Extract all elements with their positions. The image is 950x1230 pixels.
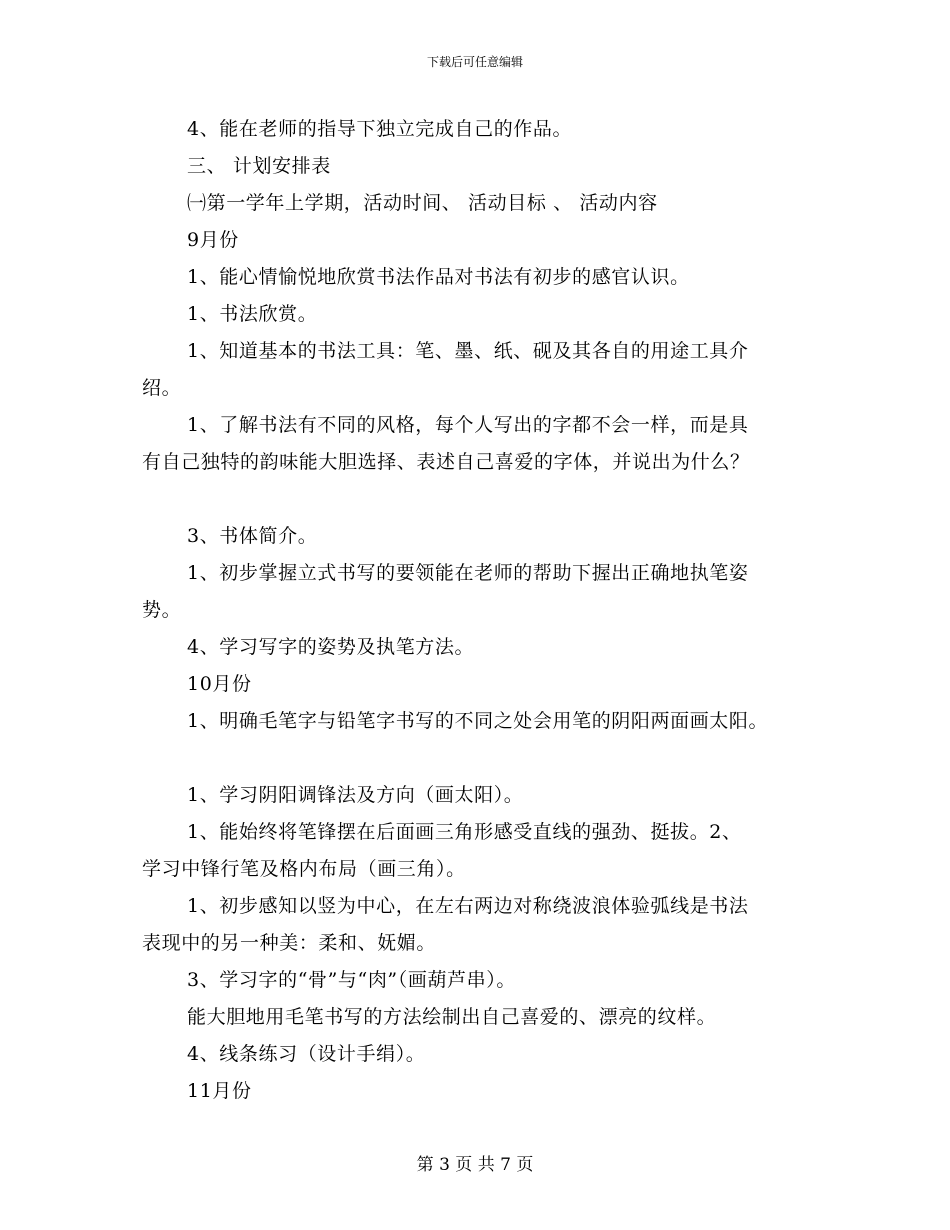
text-line: 学习中锋行笔及格内布局（画三角）。 <box>142 858 466 880</box>
text-line: 11月份 <box>187 1080 252 1102</box>
blank-line <box>142 481 822 518</box>
text-line: 1、能心情愉悦地欣赏书法作品对书法有初步的感官认识。 <box>187 266 690 288</box>
text-line: 1、能始终将笔锋摆在后面画三角形感受直线的强劲、挺拔。2、 <box>187 821 742 843</box>
text-line: 1、学习阴阳调锋法及方向（画太阳）。 <box>187 784 524 806</box>
document-body <box>142 111 822 1110</box>
text-line: 1、知道基本的书法工具：笔、墨、纸、砚及其各自的用途工具介 <box>187 340 749 362</box>
text-line: 有自己独特的韵味能大胆选择、表述自己喜爱的字体，并说出为什么？ <box>142 451 750 473</box>
text-line: 三、 计划安排表 <box>187 155 331 177</box>
page-header: 下载后可任意编辑 <box>426 55 523 69</box>
text-line: 绍。 <box>142 377 182 399</box>
text-line: 能大胆地用毛笔书写的方法绘制出自己喜爱的、漂亮的纹样。 <box>187 1006 717 1028</box>
blank-line <box>142 740 822 777</box>
text-line: ㈠第一学年上学期，活动时间、 活动目标 、 活动内容 <box>187 192 658 214</box>
text-line: 4、线条练习（设计手绢）。 <box>187 1043 426 1065</box>
text-line: 4、学习写字的姿势及执笔方法。 <box>187 636 475 658</box>
page-footer: 第 3 页 共 7 页 <box>416 1155 534 1175</box>
text-line: 表现中的另一种美：柔和、妩媚。 <box>142 932 437 954</box>
text-line: 3、书体简介。 <box>187 525 318 547</box>
text-line: 9月份 <box>187 229 239 251</box>
text-line: 1、初步感知以竖为中心，在左右两边对称绕波浪体验弧线是书法 <box>187 895 749 917</box>
text-line: 3、学习字的“骨”与“肉”（画葫芦串）。 <box>187 969 516 991</box>
text-line: 1、了解书法有不同的风格，每个人写出的字都不会一样，而是具 <box>187 414 749 436</box>
text-line: 1、书法欣赏。 <box>187 303 318 325</box>
text-line: 势。 <box>142 599 182 621</box>
text-line: 1、初步掌握立式书写的要领能在老师的帮助下握出正确地执笔姿 <box>187 562 749 584</box>
text-line: 1、明确毛笔字与铅笔字书写的不同之处会用笔的阴阳两面画太阳。 <box>187 710 769 732</box>
text-line: 10月份 <box>187 673 252 695</box>
text-line: 4、能在老师的指导下独立完成自己的作品。 <box>187 118 573 140</box>
